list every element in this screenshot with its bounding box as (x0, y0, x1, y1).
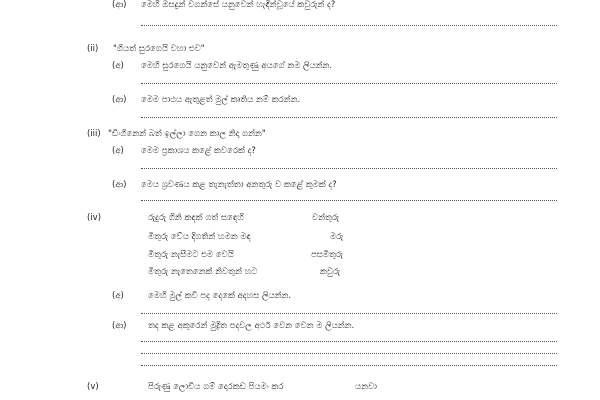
q3a-label: (අ) (112, 146, 124, 156)
q3a-text: මෙම ප්‍රකාශය කළේ කවරෙක් ද? (141, 146, 256, 156)
q2-title: "ගියත් සුරගෙයි වහා එව" (113, 44, 205, 54)
q3b-label: (ආ) (112, 180, 127, 190)
q5-number: (v) (87, 382, 99, 392)
answer-line (141, 313, 557, 314)
verse-line-3: මිතුරු නැසීමට එම වෙයි (148, 250, 234, 260)
verse-line-1: රුදුරු ගිනි කඳක් ගත් සඳෙහි (148, 213, 244, 223)
q2a-text: මෙහි සුරගෙයි යනුවෙන් ඇමතුණු අයගේ නම ලියන්න. (141, 61, 333, 71)
answer-line (141, 25, 557, 26)
q3-title: "ඩිංගිනෙන් බත් ඉල්ලා ගෙන කාල නිදා ගන්න" (108, 129, 266, 139)
q1b-text: මෙහි ඔසදුන් වගන්සේ යනුවෙන් හැඳින්වූයේ කවුරුන් ද? (141, 0, 336, 10)
verse-line-4: මිතුරු නැතෙනෙක් නිවතුන් හට (148, 267, 258, 277)
q2b-label: (ආ) (112, 95, 127, 105)
q4-number: (iv) (87, 213, 102, 223)
q2a-label: (අ) (112, 61, 124, 71)
q1b-label: (ආ) (112, 0, 127, 10)
answer-line (141, 168, 557, 169)
answer-line (141, 365, 557, 366)
answer-line (141, 83, 557, 84)
answer-line (141, 200, 557, 201)
q2-number: (ii) (87, 44, 99, 54)
verse-line-2: මිතුරු වේය දිගතින් හමන මඳ (148, 232, 251, 242)
q5-end: යනවා (355, 382, 377, 392)
q3b-text: මෙය ශ්‍රවණය කළ තැනැත්තා අනතුරු ව කළේ කුමක් ද? (141, 180, 337, 190)
answer-line (141, 353, 557, 354)
q4a-text: මෙහි මුල් කවි පද දෙකේ අදහස ලියන්න. (148, 291, 292, 301)
q4b-text: තද කළ අකුරෙන් මුද්‍රිත පදවල අර්ථ වෙන වෙන ම ලියන්න. (148, 321, 355, 331)
answer-line (141, 117, 557, 118)
q3-number: (iii) (87, 129, 101, 139)
answer-line (141, 341, 557, 342)
verse-end-1: වන්තුරු (312, 213, 340, 223)
q5-line: පිරුණු ලොවිය ගම් දොරකඩ පියමං කර (148, 382, 284, 392)
q2b-text: මෙම පාඨය ඇතුළත් මුල් කෘතිය නම් කරන්න. (141, 95, 301, 105)
verse-end-3: පසමිතුරු (311, 250, 343, 260)
verse-end-2: මරු (330, 232, 344, 242)
verse-end-4: කවුරු (320, 267, 341, 277)
q4a-label: (අ) (112, 291, 124, 301)
q4b-label: (ආ) (112, 321, 127, 331)
